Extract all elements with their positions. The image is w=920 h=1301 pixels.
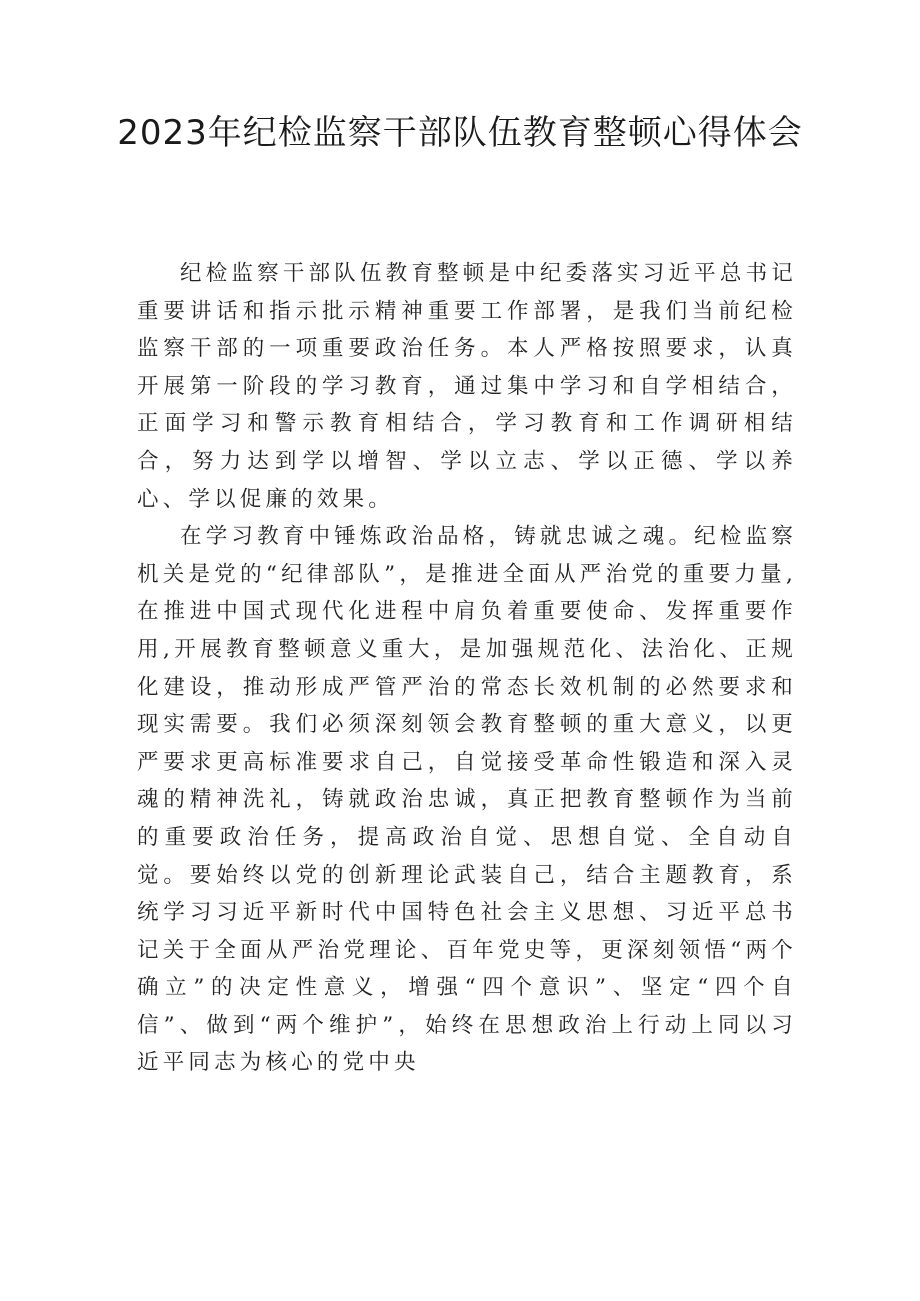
paragraph-1: 纪检监察干部队伍教育整顿是中纪委落实习近平总书记重要讲话和指示批示精神重要工作部署，是我们当前纪检监察干部的一项重要政治任务。本人严格按照要求，认真开展第一阶段的学习教育，通过集中学习和自学相结合，正面学习和警示教育相结合，学习教育和工作调研相结合，努力达到学以增智、学以立志、学以正德、学以养心、学以促廉的效果。	[137, 261, 797, 512]
document-body	[137, 255, 797, 1082]
document-title: 2023年纪检监察干部队伍教育整顿心得体会	[117, 113, 803, 153]
paragraph-2: 在学习教育中锤炼政治品格，铸就忠诚之魂。纪检监察机关是党的“纪律部队”，是推进全面从严治党的重要力量,在推进中国式现代化进程中肩负着重要使命、发挥重要作用,开展教育整顿意义重大，是加强规范化、法治化、正规化建设，推动形成严管严治的常态长效机制的必然要求和现实需要。我们必须深刻领会教育整顿的重大意义，以更严要求更高标准要求自己，自觉接受革命性锻造和深入灵魂的精神洗礼，铸就政治忠诚，真正把教育整顿作为当前的重要政治任务，提高政治自觉、思想自觉、全自动自觉。要始终以党的创新理论武装自己，结合主题教育，系统学习习近平新时代中国特色社会主义思想、习近平总书记关于全面从严治党理论、百年党史等，更深刻领悟“两个确立”的决定性意义，增强“四个意识”、坚定“四个自信”、做到“两个维护”，始终在思想政治上行动上同以习近平同志为核心的党中央	[137, 524, 797, 1076]
